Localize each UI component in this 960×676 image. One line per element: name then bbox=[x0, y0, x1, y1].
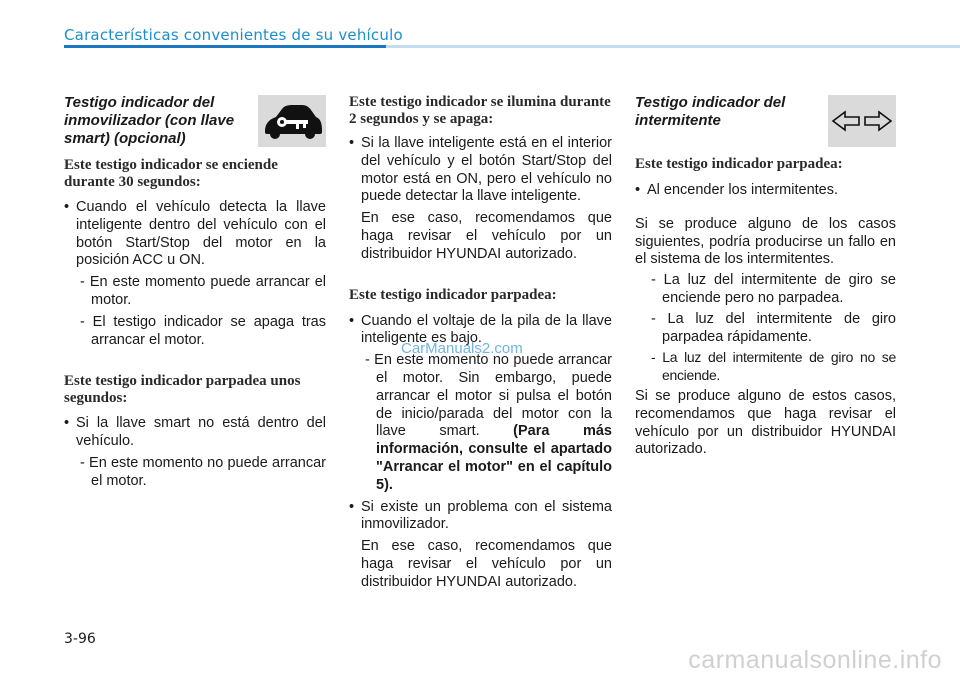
immobilizer-key-car-icon bbox=[258, 95, 326, 147]
bullet-item: • Si la llave inteligente está en el interior del vehículo y el botón Start/Stop del motor está en ON, pero el vehículo no puede detectar la llave inteligente. bbox=[349, 135, 612, 206]
dash-item bbox=[351, 352, 612, 494]
dash-item: - La luz del intermitente de giro no se enciende. bbox=[651, 349, 896, 384]
subheading: Este testigo indicador se enciende durante 30 segundos: bbox=[64, 157, 278, 190]
bullet-item: • Cuando el vehículo detecta la llave inteligente dentro del vehículo con el botón Start/Stop del motor en la posición ACC u ON. bbox=[64, 199, 326, 270]
section-header bbox=[64, 92, 326, 154]
paragraph: Si se produce alguno de estos casos, recomendamos que haga revisar el vehículo por un distribuidor HYUNDAI autorizado. bbox=[635, 387, 896, 458]
paragraph: En ese caso, recomendamos que haga revisar el vehículo por un distribuidor HYUNDAI autorizado. bbox=[361, 210, 612, 262]
bullet-item: • Cuando el voltaje de la pila de la llave inteligente es bajo. bbox=[349, 313, 612, 349]
subheading: Este testigo indicador se ilumina durante 2 segundos y se apaga: bbox=[349, 94, 611, 127]
subheading: Este testigo indicador parpadea unos segundos: bbox=[64, 373, 301, 407]
bullet-item: • Al encender los intermitentes. bbox=[635, 182, 896, 200]
dash-item: - En este momento no puede arrancar el motor. bbox=[80, 454, 326, 489]
dash-item: - La luz del intermitente de giro se enciende pero no parpadea. bbox=[651, 272, 896, 306]
paragraph: Si se produce alguno de los casos siguientes, podría producirse un fallo en el sistema de los intermitentes. bbox=[635, 215, 896, 268]
section-header bbox=[635, 92, 896, 154]
header-title: Características convenientes de su vehículo bbox=[64, 26, 403, 44]
footer-watermark: carmanualsonline.info bbox=[688, 646, 942, 674]
dash-bold-text: (Para más información, consulte el apartado "Arrancar el motor" en el capítulo 5). bbox=[376, 423, 612, 493]
dash-text: - En este momento no puede arrancar el motor. Sin embargo, puede arrancar el motor si pulsa el botón de inicio/parada del motor con la llave smart. bbox=[365, 352, 612, 440]
bullet-item: • Si la llave smart no está dentro del vehículo. bbox=[64, 415, 326, 451]
page-number: 3-96 bbox=[64, 631, 96, 647]
column-1 bbox=[64, 92, 326, 491]
subheading: Este testigo indicador parpadea: bbox=[635, 156, 843, 172]
subheading: Este testigo indicador parpadea: bbox=[349, 286, 557, 303]
column-3 bbox=[635, 92, 896, 459]
bullet-item: • Si existe un problema con el sistema inmovilizador. bbox=[349, 499, 612, 535]
dash-item: - En este momento puede arrancar el motor. bbox=[80, 274, 326, 308]
paragraph: En ese caso, recomendamos que haga revisar el vehículo por un distribuidor HYUNDAI autorizado. bbox=[361, 538, 612, 590]
section-title: Testigo indicador del inmovilizador (con llave smart) (opcional) bbox=[64, 94, 235, 147]
turn-signal-arrows-icon bbox=[828, 95, 896, 147]
dash-item: - La luz del intermitente de giro parpadea rápidamente. bbox=[651, 310, 896, 345]
section-title: Testigo indicador del intermitente bbox=[635, 94, 786, 129]
header-rule bbox=[64, 45, 960, 48]
watermark: CarManuals2.com bbox=[401, 340, 523, 357]
dash-item: - El testigo indicador se apaga tras arrancar el motor. bbox=[80, 313, 326, 348]
